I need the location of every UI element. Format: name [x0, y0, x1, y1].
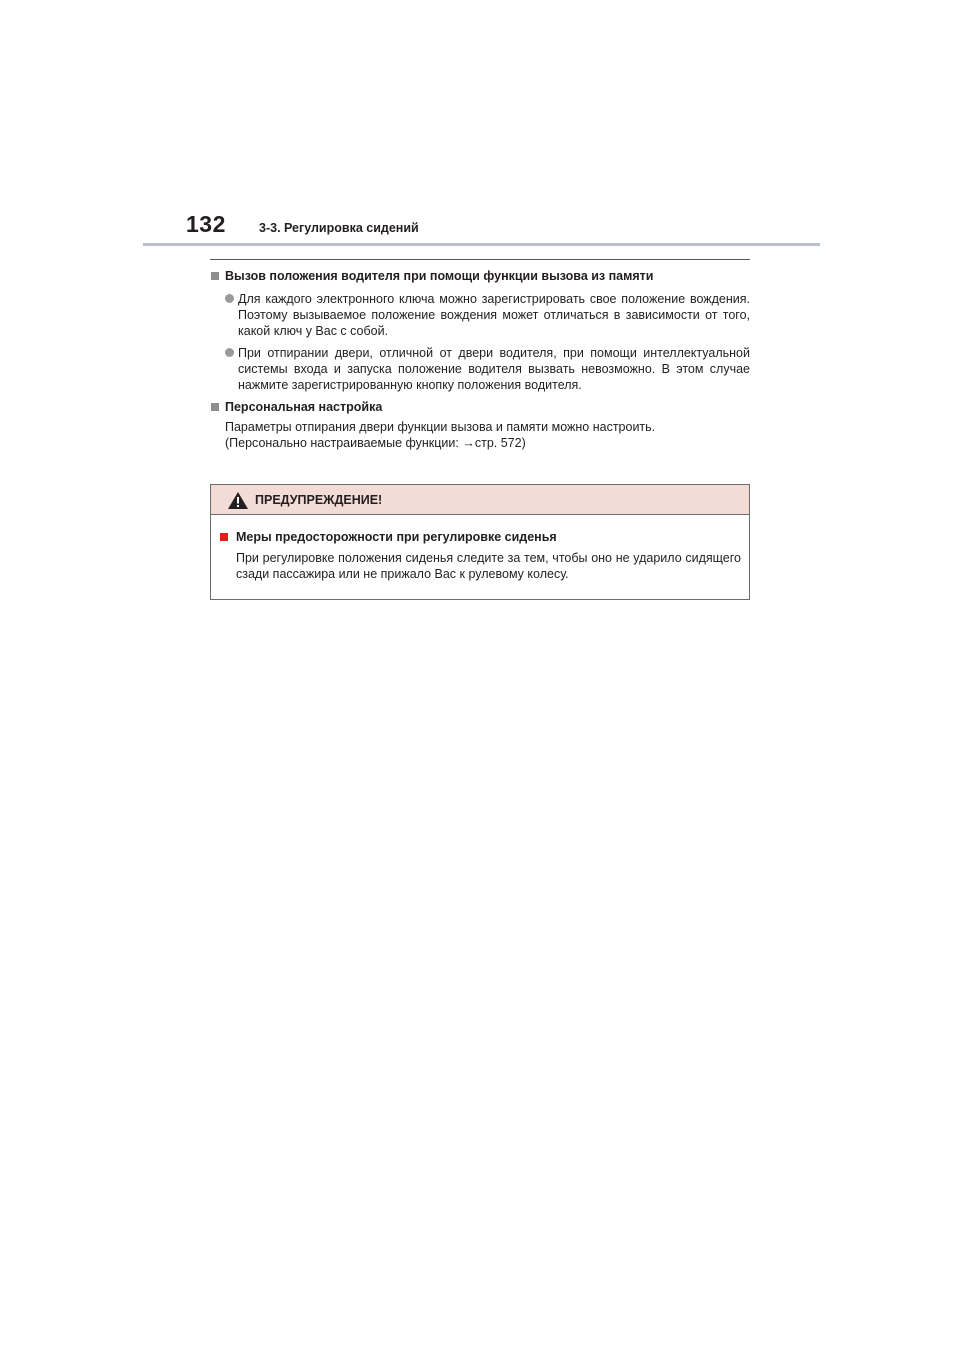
bullet-item — [210, 291, 750, 339]
section-title: 3-3. Регулировка сидений — [259, 221, 419, 235]
warning-body — [211, 515, 749, 582]
heading-square-icon — [211, 403, 219, 411]
content — [210, 268, 750, 451]
customization-text: Параметры отпирания двери функции вызова и памяти можно настроить. — [225, 420, 656, 434]
content-top-rule — [210, 259, 750, 260]
memory-recall-heading — [210, 268, 750, 284]
memory-recall-heading-text: Вызов положения водителя при помощи функции вызова из памяти — [225, 269, 654, 283]
warning-square-icon — [220, 533, 228, 541]
warning-box — [210, 484, 750, 600]
header-rule — [143, 243, 820, 246]
page-number: 132 — [186, 211, 226, 237]
customization-heading — [210, 399, 750, 415]
bullet-dot-icon — [225, 294, 234, 303]
bullet-text: Для каждого электронного ключа можно зарегистрировать свое положение вождения. Поэтому вызываемое положение вождения может отличаться в зависимости от того, какой ключ у Вас с собой. — [238, 292, 750, 338]
warning-header — [211, 485, 749, 515]
warning-title: ПРЕДУПРЕЖДЕНИЕ! — [255, 493, 383, 507]
customization-reference: (Персонально настраиваемые функции: →стр. 572) — [225, 436, 526, 450]
warning-text: При регулировке положения сиденья следите за тем, чтобы оно не ударило сидящего сзади пассажира или не прижало Вас к рулевому колесу. — [236, 551, 741, 581]
warning-heading — [217, 529, 741, 545]
customization-heading-text: Персональная настройка — [225, 400, 383, 414]
bullet-dot-icon — [225, 348, 234, 357]
warning-heading-text: Меры предосторожности при регулировке сиденья — [236, 530, 557, 544]
heading-square-icon — [211, 272, 219, 280]
bullet-item — [210, 345, 750, 393]
bullet-text: При отпирании двери, отличной от двери водителя, при помощи интеллектуальной системы входа и запуска положение водителя вызвать невозможно. В этом случае нажмите зарегистрированную кнопку положения водителя. — [238, 346, 750, 392]
warning-triangle-icon — [228, 492, 248, 509]
